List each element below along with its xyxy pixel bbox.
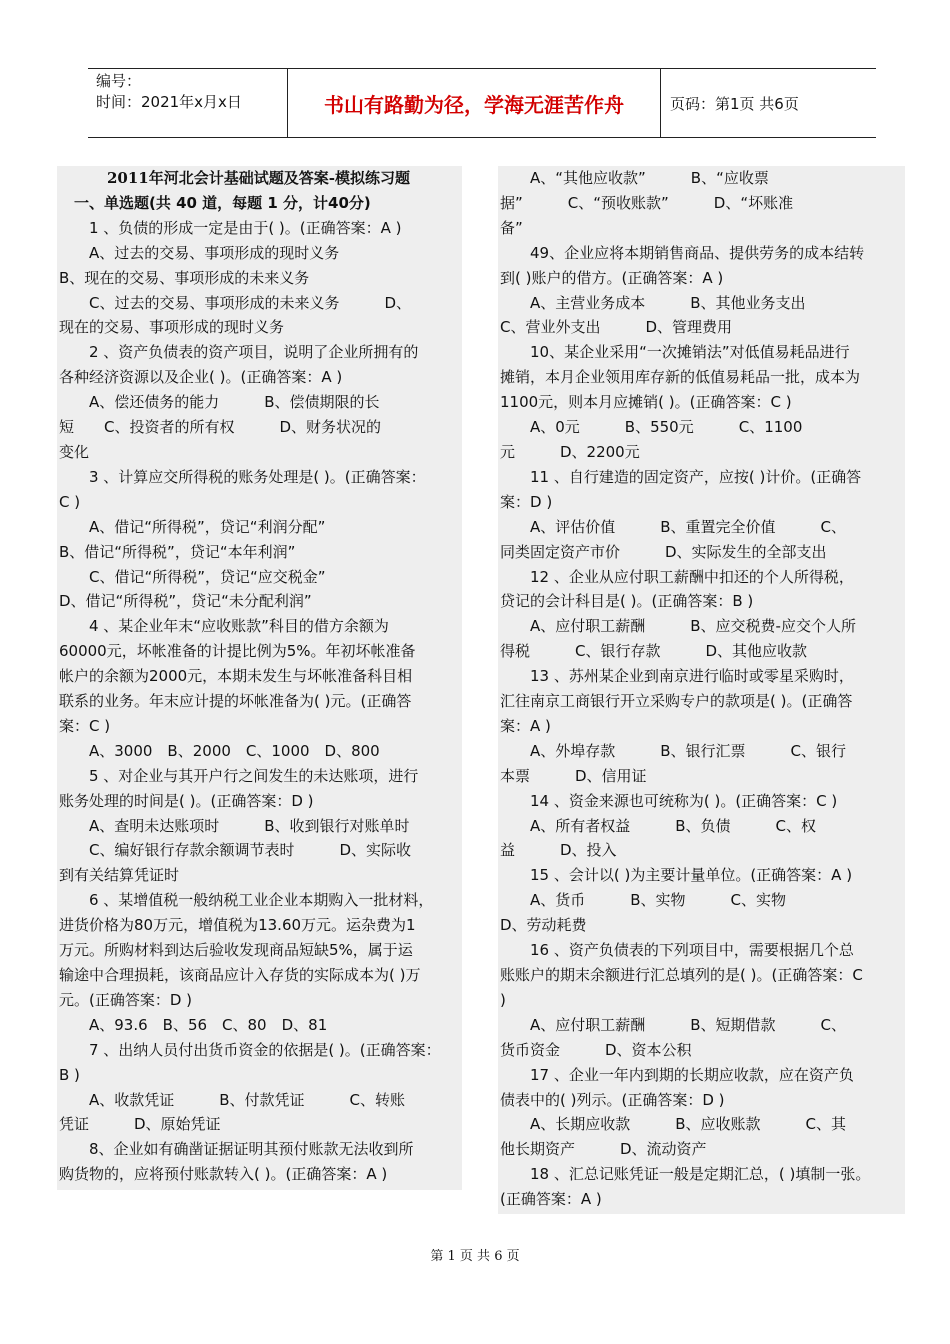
- page-header: [88, 68, 876, 138]
- text-line: 账账户的期末余额进行汇总填列的是( )。(正确答案：C: [500, 966, 863, 984]
- text-line: 元 D、2200元: [500, 442, 640, 461]
- text-line: 据” C、“预收账款” D、“坏账准: [500, 193, 794, 212]
- header-motto: 书山有路勤为径，学海无涯苦作舟: [324, 92, 624, 117]
- text-line: 1100元，则本月应摊销( )。(正确答案：C ): [500, 393, 792, 412]
- text-line: 短 C、投资者的所有权 D、财务状况的: [59, 418, 382, 437]
- text-line: A、“其他应收款” B、“应收票: [500, 169, 769, 187]
- text-line: C ): [59, 492, 81, 511]
- text-line: 输途中合理损耗，该商品应计入存货的实际成本为( )万: [59, 966, 421, 984]
- text-line: 18 、汇总记账凭证一般是定期汇总，( )填制一张。: [500, 1165, 871, 1184]
- header-info: [96, 71, 242, 113]
- text-line: 案：A ): [500, 716, 551, 735]
- text-line: (正确答案：A ): [500, 1190, 602, 1209]
- text-line: 摊销，本月企业领用库存新的低值易耗品一批，成本为: [500, 368, 861, 387]
- text-line: 到有关结算凭证时: [59, 866, 180, 885]
- text-line: 汇往南京工商银行开立采购专户的款项是( )。(正确答: [500, 692, 853, 711]
- text-line: A、3000 B、2000 C、1000 D、800: [59, 741, 380, 760]
- text-line: 进货价格为80万元，增值税为13.60万元。运杂费为1: [59, 916, 416, 935]
- text-line: A、外埠存款 B、银行汇票 C、银行: [500, 741, 847, 760]
- text-line: C、编好银行存款余额调节表时 D、实际收: [59, 841, 412, 860]
- text-line: A、所有者权益 B、负债 C、权: [500, 816, 817, 835]
- text-line: 1 、负债的形成一定是由于( )。(正确答案：A ): [59, 218, 402, 237]
- text-line: 11 、自行建造的固定资产，应按( )计价。(正确答: [500, 467, 862, 486]
- text-line: 15 、会计以( )为主要计量单位。(正确答案：A ): [500, 866, 853, 885]
- right-question-list: [500, 166, 901, 1212]
- text-line: 60000元，坏帐准备的计提比例为5%。年初坏帐准备: [59, 642, 416, 661]
- text-line: A、偿还债务的能力 B、偿债期限的长: [59, 393, 380, 412]
- text-line: A、货币 B、实物 C、实物: [500, 891, 787, 910]
- text-line: A、主营业务成本 B、其他业务支出: [500, 293, 806, 312]
- text-line: A、借记“所得税”，贷记“利润分配”: [59, 517, 326, 536]
- text-line: 2 、资产负债表的资产项目，说明了企业所拥有的: [59, 343, 419, 362]
- text-line: 购货物的，应将预付账款转入( )。(正确答案：A ): [59, 1165, 388, 1184]
- text-line: 现在的交易、事项形成的现时义务: [59, 318, 285, 337]
- text-line: 案：D ): [500, 492, 553, 511]
- text-line: 10、某企业采用“一次摊销法”对低值易耗品进行: [500, 343, 850, 362]
- text-line: 7 、出纳人员付出货币资金的依据是( )。(正确答案：: [59, 1040, 441, 1059]
- text-line: 元。(正确答案：D ): [59, 990, 193, 1009]
- text-line: 本票 D、信用证: [500, 766, 647, 785]
- text-line: 债表中的( )列示。(正确答案：D ): [500, 1090, 725, 1109]
- text-line: 13 、苏州某企业到南京进行临时或零星采购时，: [500, 667, 854, 686]
- text-line: 益 D、投入: [500, 841, 617, 860]
- text-line: A、93.6 B、56 C、80 D、81: [59, 1015, 328, 1034]
- section-heading: 一、单选题(共 40 道，每题 1 分，计40分): [59, 193, 371, 212]
- document-date-label: 时间：2021年x月x日: [96, 93, 242, 111]
- right-column: [498, 166, 905, 1214]
- text-line: 万元。所购材料到达后验收发现商品短缺5%，属于运: [59, 941, 413, 960]
- text-line: 各种经济资源以及企业( )。(正确答案：A ): [59, 368, 343, 387]
- text-line: 账务处理的时间是( )。(正确答案：D ): [59, 791, 314, 810]
- text-line: 货币资金 D、资本公积: [500, 1040, 692, 1059]
- text-line: 6 、某增值税一般纳税工业企业本期购入一批材料，: [59, 891, 434, 910]
- text-line: 他长期资产 D、流动资产: [500, 1140, 707, 1159]
- text-line: 5 、对企业与其开户行之间发生的未达账项，进行: [59, 766, 419, 785]
- text-line: A、长期应收款 B、应收账款 C、其: [500, 1115, 847, 1134]
- text-line: A、0元 B、550元 C、1100: [500, 418, 803, 437]
- text-line: B ): [59, 1065, 80, 1084]
- text-line: A、应付职工薪酬 B、短期借款 C、: [500, 1015, 847, 1034]
- text-line: 14 、资金来源也可统称为( )。(正确答案：C ): [500, 791, 838, 810]
- text-line: 贷记的会计科目是( )。(正确答案：B ): [500, 592, 754, 611]
- text-line: A、应付职工薪酬 B、应交税费-应交个人所: [500, 617, 856, 636]
- text-line: D、劳动耗费: [500, 916, 587, 935]
- header-page-number: 页码：第1页 共6页: [670, 94, 799, 113]
- text-line: A、评估价值 B、重置完全价值 C、: [500, 517, 847, 536]
- page-footer: 第 1 页 共 6 页: [430, 1249, 520, 1264]
- text-line: D、借记“所得税”，贷记“未分配利润”: [59, 592, 312, 611]
- left-question-list: [59, 216, 458, 1187]
- text-line: 49、企业应将本期销售商品、提供劳务的成本结转: [500, 243, 865, 262]
- text-line: B、现在的交易、事项形成的未来义务: [59, 268, 310, 287]
- text-line: 联系的业务。年末应计提的坏帐准备为( )元。(正确答: [59, 692, 412, 711]
- text-line: C、营业外支出 D、管理费用: [500, 318, 733, 337]
- text-line: 16 、资产负债表的下列项目中，需要根据几个总: [500, 941, 854, 960]
- left-column: [57, 166, 462, 1190]
- document-title: 2011年河北会计基础试题及答案-模拟练习题: [107, 169, 410, 187]
- text-line: 备”: [500, 218, 523, 237]
- text-line: A、过去的交易、事项形成的现时义务: [59, 243, 340, 262]
- text-line: C、借记“所得税”，贷记“应交税金”: [59, 567, 326, 586]
- text-line: 17 、企业一年内到期的长期应收款，应在资产负: [500, 1065, 854, 1084]
- text-line: 案：C ): [59, 716, 111, 735]
- text-line: 8、企业如有确凿证据证明其预付账款无法收到所: [59, 1140, 414, 1159]
- header-divider: [660, 69, 661, 137]
- text-line: A、收款凭证 B、付款凭证 C、转账: [59, 1090, 406, 1109]
- text-line: 凭证 D、原始凭证: [59, 1115, 221, 1134]
- text-line: 12 、企业从应付职工薪酬中扣还的个人所得税，: [500, 567, 854, 586]
- text-line: 到( )账户的借方。(正确答案：A ): [500, 268, 724, 287]
- text-line: 变化: [59, 442, 90, 461]
- document-code-label: 编号：: [96, 72, 142, 90]
- text-line: C、过去的交易、事项形成的未来义务 D、: [59, 293, 412, 312]
- text-line: 帐户的余额为2000元，本期未发生与坏帐准备科目相: [59, 667, 413, 686]
- text-line: 同类固定资产市价 D、实际发生的全部支出: [500, 542, 827, 561]
- text-line: 3 、计算应交所得税的账务处理是( )。(正确答案：: [59, 467, 426, 486]
- text-line: A、查明未达账项时 B、收到银行对账单时: [59, 816, 410, 835]
- text-line: B、借记“所得税”，贷记“本年利润”: [59, 542, 296, 561]
- text-line: 得税 C、银行存款 D、其他应收款: [500, 642, 808, 661]
- text-line: ): [500, 990, 506, 1009]
- text-line: 4 、某企业年末“应收账款”科目的借方余额为: [59, 617, 389, 636]
